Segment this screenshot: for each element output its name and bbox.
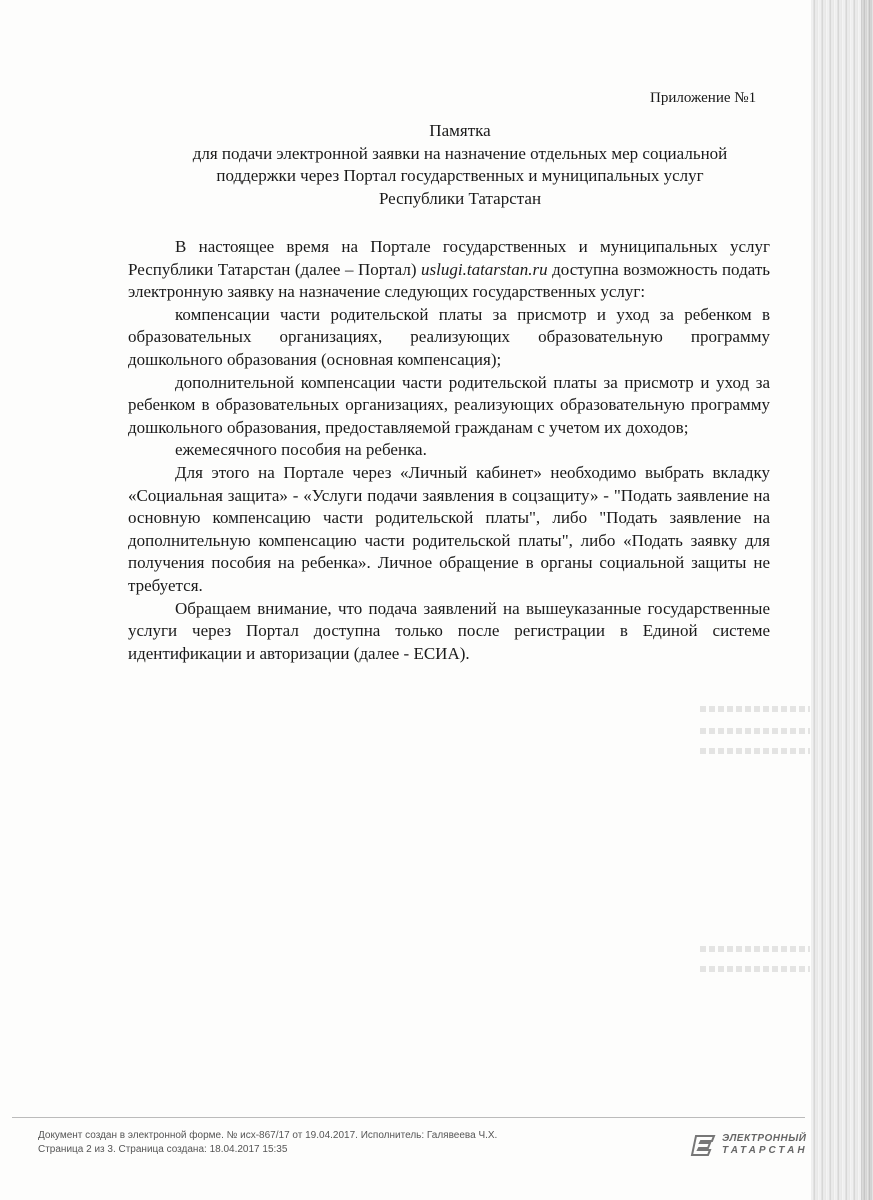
logo-icon <box>690 1131 718 1159</box>
logo-line-2: ТАТАРСТАН <box>722 1145 808 1156</box>
footer-doc-info: Документ создан в электронной форме. № исх-867/17 от 19.04.2017. Исполнитель: Галявеева Ч.Х. <box>38 1130 498 1141</box>
footer <box>38 1129 497 1157</box>
paragraph-instructions: Для этого на Портале через «Личный кабинет» необходимо выбрать вкладку «Социальная защита» - «Услуги подачи заявления в соцзащиту» - "Подать заявление на основную компенсацию части родительской платы", либо "Подать заявление на дополнительную компенсацию части родительской платы", либо «Подать заявку для получения пособия на ребенка». Личное обращение в органы социальной защиты не требуется. <box>128 462 770 595</box>
paragraph-notice: Обращаем внимание, что подача заявлений на вышеуказанные государственные услуги через Портал доступна только после регистрации в Единой системе идентификации и авторизации (далее - ЕСИА). <box>128 598 770 663</box>
service-item-2: дополнительной компенсации части родительской платы за присмотр и уход за ребенком в образовательных организациях, реализующих образовательную программу дошкольного образования, предоставляемой гражданам с учетом их доходов; <box>128 372 770 437</box>
title-line: Памятка <box>429 121 491 140</box>
portal-url: uslugi.tatarstan.ru <box>421 259 548 279</box>
service-item-1: компенсации части родительской платы за присмотр и уход за ребенком в образовательных организациях, реализующих образовательную программу дошкольного образования (основная компенсация); <box>128 304 770 369</box>
bleed-through-artifact <box>700 706 810 712</box>
title-line: для подачи электронной заявки на назначение отдельных мер социальной <box>192 143 728 163</box>
intro-text: В настоящее время на Портале государственных и муниципальных услуг Республики Татарстан (далее – Портал) <box>128 237 770 279</box>
bleed-through-artifact <box>700 728 810 734</box>
electronic-tatarstan-logo <box>690 1131 808 1159</box>
paragraph-intro <box>128 236 770 304</box>
intro-text-end: доступна возможность подать электронную заявку на назначение следующих государственных услуг: <box>128 259 771 302</box>
service-item-3: ежемесячного пособия на ребенка. <box>175 440 427 460</box>
bleed-through-artifact <box>700 966 810 972</box>
document-title <box>120 120 800 210</box>
title-line: Республики Татарстан <box>378 188 542 208</box>
bleed-through-artifact <box>700 748 810 754</box>
bleed-through-artifact <box>700 946 810 952</box>
appendix-label: Приложение №1 <box>650 90 757 106</box>
title-line: поддержки через Портал государственных и муниципальных услуг <box>216 166 704 185</box>
footer-page-info: Страница 2 из 3. Страница создана: 18.04.2017 15:35 <box>38 1144 288 1155</box>
document-body <box>128 236 770 665</box>
scan-edge-artifact <box>811 0 873 1200</box>
footer-divider <box>12 1117 805 1118</box>
logo-line-1: ЭЛЕКТРОННЫЙ <box>722 1133 807 1144</box>
